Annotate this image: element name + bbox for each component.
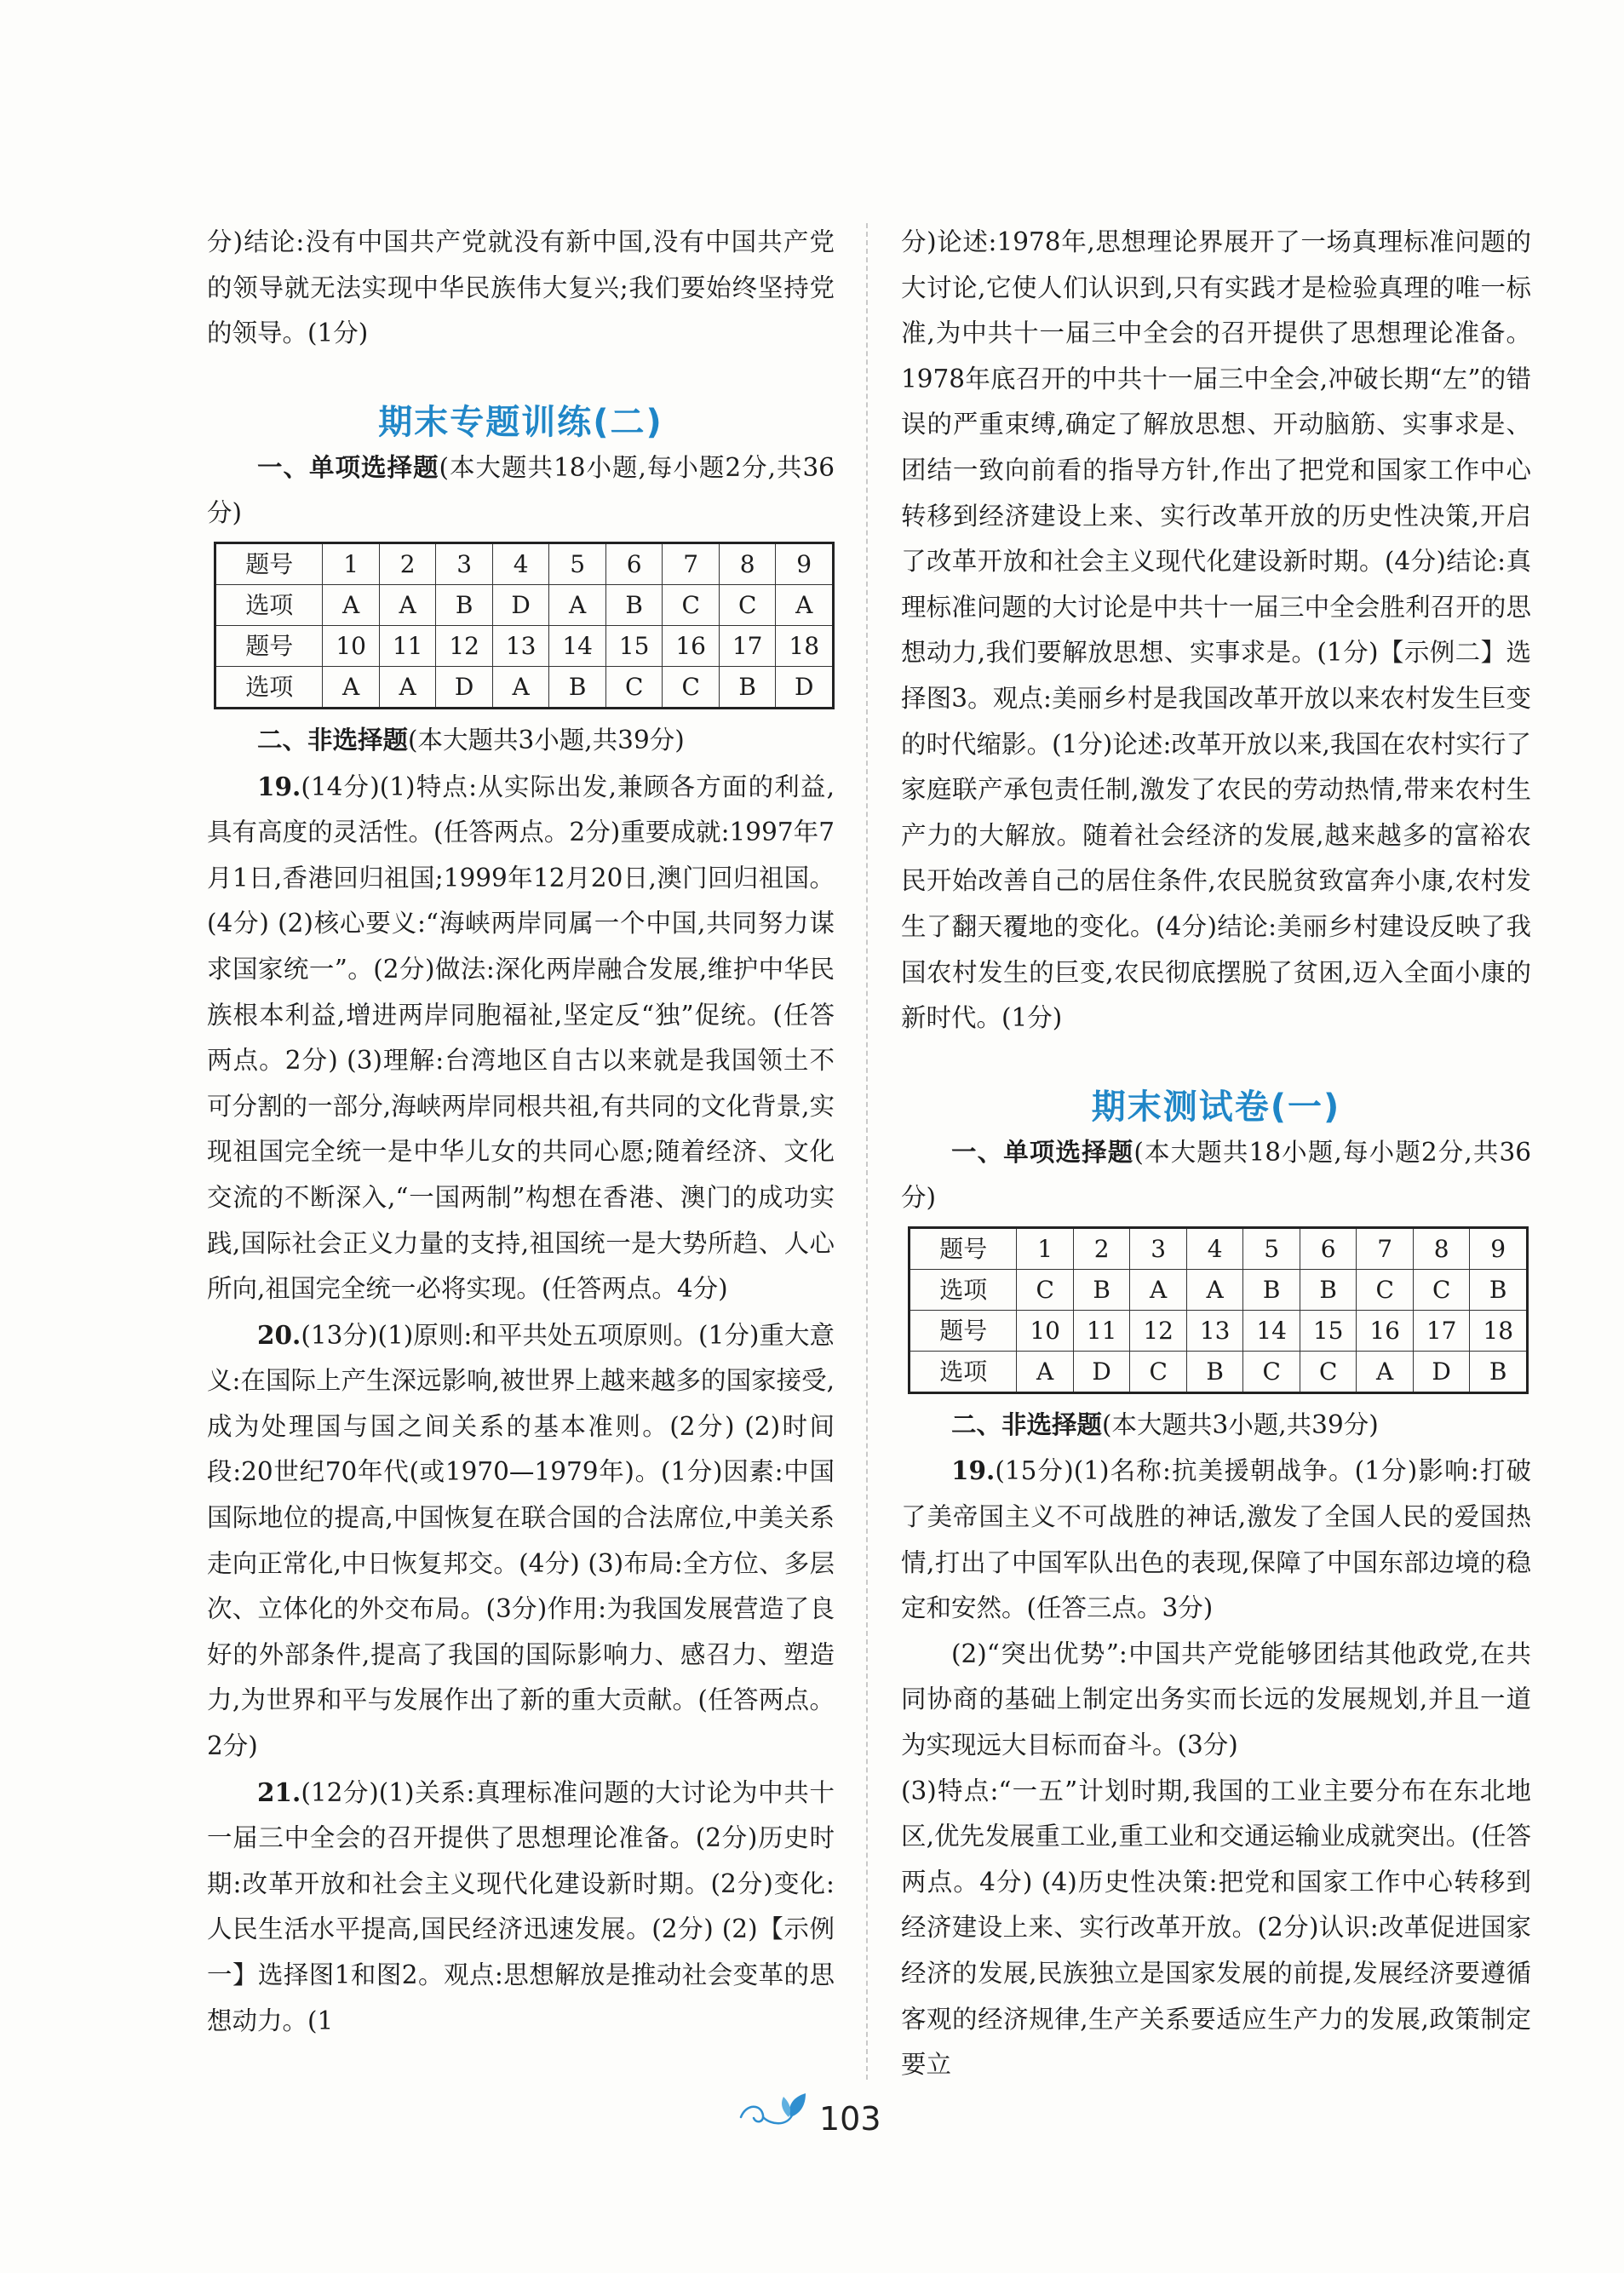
question-number: 19.: [257, 771, 301, 801]
table-cell: A: [549, 584, 606, 625]
table-cell: C: [1130, 1351, 1187, 1392]
table-cell: 1: [323, 542, 380, 584]
table-cell: 12: [1130, 1310, 1187, 1351]
table-cell: 15: [605, 625, 663, 666]
table-row: [910, 1227, 1528, 1269]
table-cell: 题号: [215, 625, 323, 666]
section-title-final-special-training-2: 期末专题训练(二): [378, 402, 663, 442]
table-cell: 15: [1300, 1310, 1357, 1351]
table-cell: C: [663, 666, 720, 708]
question-number: 19.: [951, 1455, 996, 1486]
table-cell: 1: [1017, 1227, 1074, 1269]
answer-table-right: [908, 1226, 1529, 1394]
answer-text: (12分)(1)关系:真理标准问题的大讨论为中共十一届三中全会的召开提供了思想理论准备。(2分)历史时期:改革开放和社会主义现代化建设新时期。(2分)变化:人民生活水平提高,国民经济迅速发展。(2分) (2)【示例一】选择图1和图2。观点:思想解放是推动社会变革的思想动力。(1: [207, 1777, 835, 2035]
table-cell: D: [776, 666, 834, 708]
table-cell: A: [776, 584, 834, 625]
table-cell: C: [1357, 1269, 1414, 1310]
table-cell: A: [379, 666, 436, 708]
table-cell: 8: [719, 542, 776, 584]
table-cell: 3: [1130, 1227, 1187, 1269]
table-cell: D: [436, 666, 493, 708]
table-cell: C: [1243, 1351, 1300, 1392]
choice-heading-label: 一、单项选择题: [951, 1137, 1134, 1167]
table-cell: 题号: [910, 1310, 1017, 1351]
table-row: [910, 1310, 1528, 1351]
table-cell: B: [1073, 1269, 1130, 1310]
left-column: [207, 220, 835, 2044]
table-cell: A: [379, 584, 436, 625]
table-cell: 17: [719, 625, 776, 666]
table-cell: 5: [549, 542, 606, 584]
table-cell: B: [1243, 1269, 1300, 1310]
table-row: [215, 666, 834, 708]
table-cell: 3: [436, 542, 493, 584]
table-cell: 11: [379, 625, 436, 666]
table-cell: 5: [1243, 1227, 1300, 1269]
table-cell: B: [1470, 1351, 1528, 1392]
table-cell: 7: [1357, 1227, 1414, 1269]
question-21-answer: [207, 1770, 835, 2045]
table-cell: 6: [605, 542, 663, 584]
table-cell: 9: [1470, 1227, 1528, 1269]
choice-heading-note: (本大题共18小题,每小题2分,共36分): [207, 452, 835, 528]
table-cell: 10: [1017, 1310, 1074, 1351]
table-cell: 7: [663, 542, 720, 584]
table-cell: 6: [1300, 1227, 1357, 1269]
table-cell: C: [1300, 1351, 1357, 1392]
question-number: 21.: [257, 1776, 301, 1807]
table-cell: C: [719, 584, 776, 625]
table-cell: 选项: [910, 1351, 1017, 1392]
table-cell: A: [1017, 1351, 1074, 1392]
table-cell: 9: [776, 542, 834, 584]
page-number: 103: [819, 2100, 881, 2138]
choice-heading-label: 一、单项选择题: [257, 452, 439, 482]
table-cell: C: [663, 584, 720, 625]
answer-text: (14分)(1)特点:从实际出发,兼顾各方面的利益,具有高度的灵活性。(任答两点。2分)重要成就:1997年7月1日,香港回归祖国;1999年12月20日,澳门回归祖国。(4分) (2)核心要义:“海峡两岸同属一个中国,共同努力谋求国家统一”。(2分)做法:深化两岸融合发展,维护中华民族根本利益,增进两岸同胞福祉,坚定反“独”促统。(任答两点。2分) (3)理解:台湾地区自古以来就是我国领土不可分割的一部分,海峡两岸同根共祖,有共同的文化背景,实现祖国完全统一是中华儿女的共同心愿;随着经济、文化交流的不断深入,“一国两制”构想在香港、澳门的成功实践,国际社会正义力量的支持,祖国统一是大势所趋、人心所向,祖国完全统一必将实现。(任答两点。4分): [207, 772, 835, 1304]
table-cell: C: [1413, 1269, 1470, 1310]
answer-text: (13分)(1)原则:和平共处五项原则。(1分)重大意义:在国际上产生深远影响,被世界上越来越多的国家接受,成为处理国与国之间关系的基本准则。(2分) (2)时间段:20世纪70年代(或1970—1979年)。(1分)因素:中国国际地位的提高,中国恢复在联合国的合法席位,中美关系走向正常化,中日恢复邦交。(4分) (3)布局:全方位、多层次、立体化的外交布局。(3分)作用:为我国发展营造了良好的外部条件,提高了我国的国际影响力、感召力、塑造力,为世界和平与发展作出了新的重大贡献。(任答两点。2分): [207, 1320, 835, 1761]
table-cell: B: [549, 666, 606, 708]
table-cell: B: [605, 584, 663, 625]
right-column: [901, 220, 1531, 2088]
section-title-final-test-1: 期末测试卷(一): [1091, 1087, 1341, 1127]
table-row: [910, 1351, 1528, 1392]
table-row: [215, 542, 834, 584]
table-row: [910, 1269, 1528, 1310]
table-cell: A: [323, 666, 380, 708]
table-cell: 16: [1357, 1310, 1414, 1351]
table-cell: 题号: [215, 542, 323, 584]
nonchoice-heading: [207, 718, 835, 764]
table-cell: 题号: [910, 1227, 1017, 1269]
table-cell: 4: [492, 542, 549, 584]
swirl-leaf-ornament-icon: [737, 2092, 814, 2131]
table-cell: 18: [776, 625, 834, 666]
right-intro-paragraph: 分)论述:1978年,思想理论界展开了一场真理标准问题的大讨论,它使人们认识到,只有实践才是检验真理的唯一标准,为中共十一届三中全会的召开提供了思想理论准备。1978年底召开的中共十一届三中全会,冲破长期“左”的错误的严重束缚,确定了解放思想、开动脑筋、实事求是、团结一致向前看的指导方针,作出了把党和国家工作中心转移到经济建设上来、实行改革开放的历史性决策,开启了改革开放和社会主义现代化建设新时期。(4分)结论:真理标准问题的大讨论是中共十一届三中全会胜利召开的思想动力,我们要解放思想、实事求是。(1分)【示例二】选择图3。观点:美丽乡村是我国改革开放以来农村发生巨变的时代缩影。(1分)论述:改革开放以来,我国在农村实行了家庭联产承包责任制,激发了农民的劳动热情,带来农村生产力的大解放。随着社会经济的发展,越来越多的富裕农民开始改善自己的居住条件,农民脱贫致富奔小康,农村发生了翻天覆地的变化。(4分)结论:美丽乡村建设反映了我国农村发生的巨变,农民彻底摆脱了贫困,迈入全面小康的新时代。(1分): [901, 227, 1531, 1033]
left-intro-paragraph: 分)结论:没有中国共产党就没有新中国,没有中国共产党的领导就无法实现中华民族伟大复兴;我们要始终坚持党的领导。(1分): [207, 227, 835, 348]
table-cell: 13: [492, 625, 549, 666]
table-row: [215, 625, 834, 666]
table-cell: B: [1186, 1351, 1243, 1392]
table-cell: 12: [436, 625, 493, 666]
table-cell: B: [1470, 1269, 1528, 1310]
table-cell: 17: [1413, 1310, 1470, 1351]
table-cell: 14: [549, 625, 606, 666]
question-19-part-2: (2)“突出优势”:中国共产党能够团结其他政党,在共同协商的基础上制定出务实而长远的发展规划,并且一道为实现远大目标而奋斗。(3分): [901, 1639, 1531, 1760]
table-cell: 选项: [215, 584, 323, 625]
table-cell: 2: [379, 542, 436, 584]
table-cell: D: [1413, 1351, 1470, 1392]
nonchoice-heading-note: (本大题共3小题,共39分): [1102, 1409, 1379, 1439]
question-20-answer: [207, 1312, 835, 1770]
table-cell: A: [1186, 1269, 1243, 1310]
table-cell: A: [1130, 1269, 1187, 1310]
question-19-part-3: (3)特点:“一五”计划时期,我国的工业主要分布在东北地区,优先发展重工业,重工业和交通运输业成就突出。(任答两点。4分) (4)历史性决策:把党和国家工作中心转移到经济建设上来、实行改革开放。(2分)认识:改革促进国家经济的发展,民族独立是国家发展的前提,发展经济要遵循客观的经济规律,生产关系要适应生产力的发展,政策制定要立: [901, 1776, 1531, 2080]
table-cell: C: [1017, 1269, 1074, 1310]
nonchoice-heading-label: 二、非选择题: [257, 725, 409, 755]
table-cell: 18: [1470, 1310, 1528, 1351]
table-cell: 选项: [910, 1269, 1017, 1310]
table-cell: A: [492, 666, 549, 708]
choice-heading: [901, 1130, 1531, 1221]
table-cell: 11: [1073, 1310, 1130, 1351]
answer-text: (15分)(1)名称:抗美援朝战争。(1分)影响:打破了美帝国主义不可战胜的神话,激发了全国人民的爱国热情,打出了中国军队出色的表现,保障了中国东部边境的稳定和安然。(任答三点。3分): [901, 1456, 1531, 1623]
table-cell: 8: [1413, 1227, 1470, 1269]
answer-table-left: [214, 542, 835, 709]
table-row: [215, 584, 834, 625]
table-cell: A: [1357, 1351, 1414, 1392]
nonchoice-heading: [901, 1403, 1531, 1449]
table-cell: A: [323, 584, 380, 625]
column-divider: [866, 223, 868, 2080]
question-19-answer: [901, 1448, 1531, 1631]
choice-heading-note: (本大题共18小题,每小题2分,共36分): [901, 1137, 1531, 1213]
table-cell: B: [719, 666, 776, 708]
table-cell: B: [1300, 1269, 1357, 1310]
table-cell: 14: [1243, 1310, 1300, 1351]
table-cell: B: [436, 584, 493, 625]
table-cell: 13: [1186, 1310, 1243, 1351]
table-cell: 16: [663, 625, 720, 666]
table-cell: 10: [323, 625, 380, 666]
table-cell: D: [492, 584, 549, 625]
table-cell: 2: [1073, 1227, 1130, 1269]
table-cell: C: [605, 666, 663, 708]
question-19-answer: [207, 764, 835, 1312]
question-number: 20.: [257, 1319, 301, 1350]
table-cell: 4: [1186, 1227, 1243, 1269]
nonchoice-heading-note: (本大题共3小题,共39分): [408, 725, 685, 755]
nonchoice-heading-label: 二、非选择题: [951, 1409, 1103, 1439]
table-cell: D: [1073, 1351, 1130, 1392]
table-cell: 选项: [215, 666, 323, 708]
choice-heading: [207, 445, 835, 537]
